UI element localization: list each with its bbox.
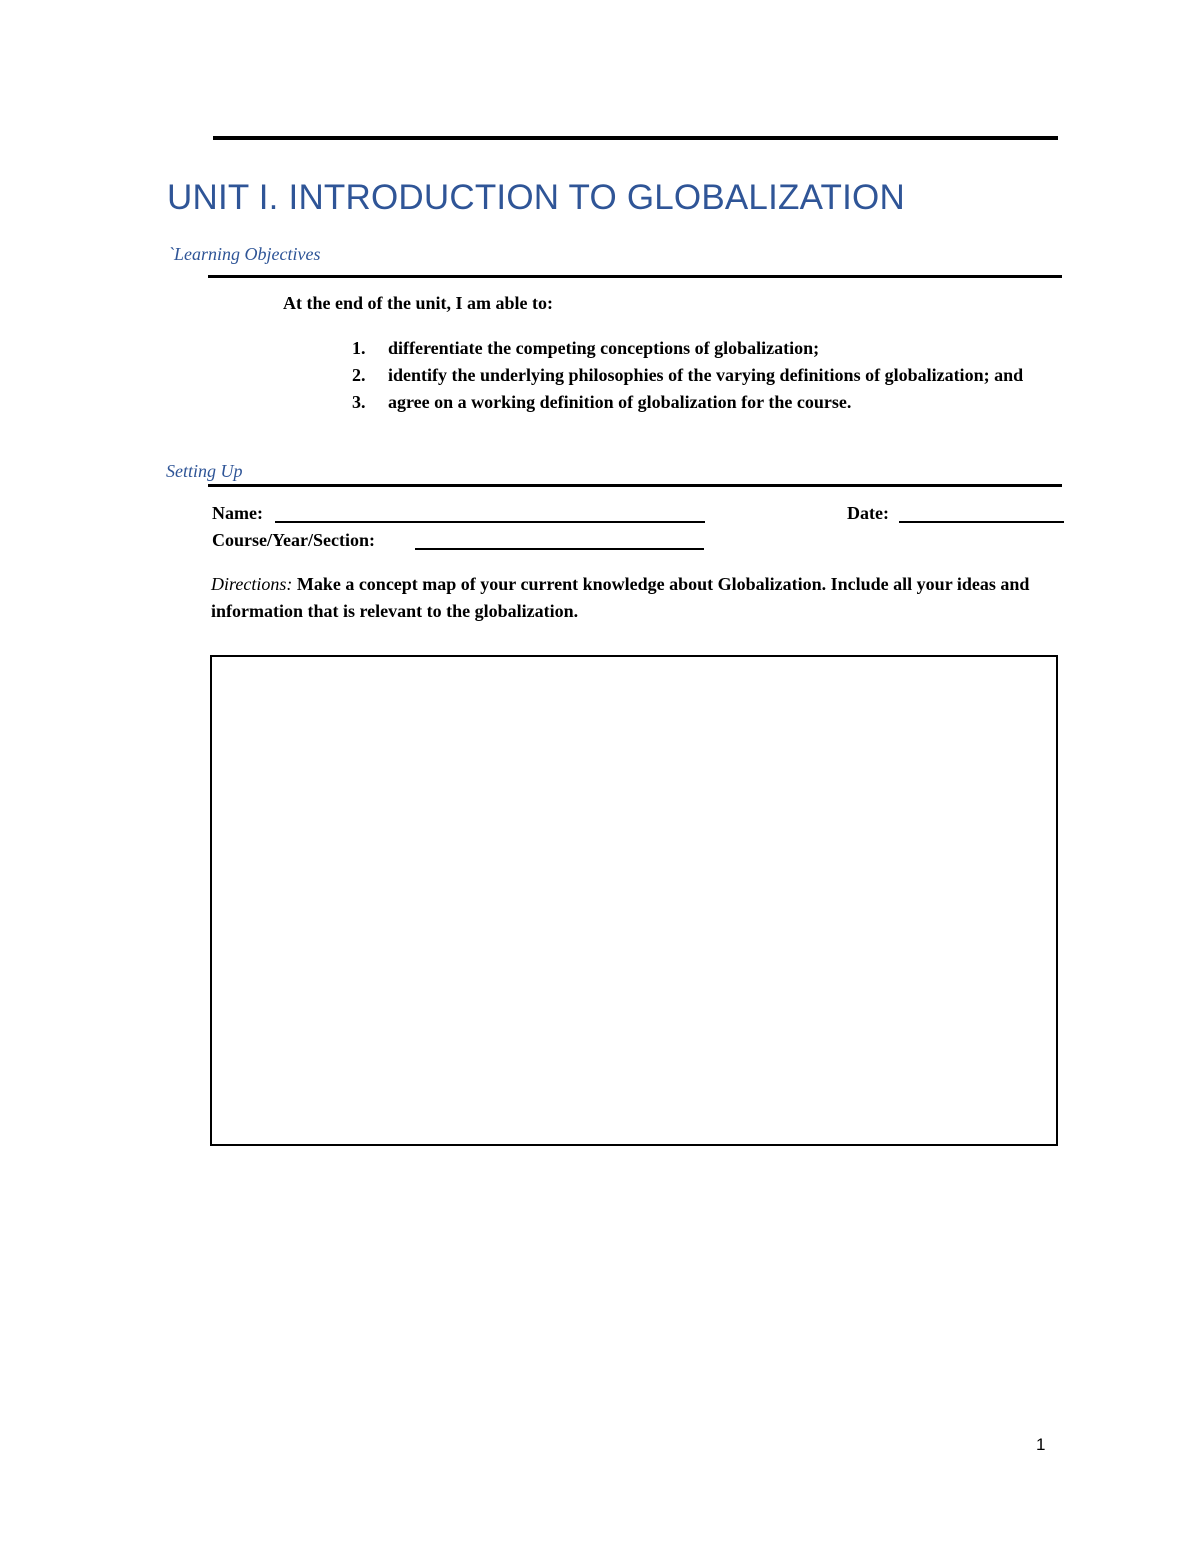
objectives-intro: At the end of the unit, I am able to: <box>283 293 553 313</box>
setting-up-heading: Setting Up <box>166 461 243 481</box>
top-rule <box>213 136 1058 140</box>
date-field[interactable] <box>899 521 1064 523</box>
list-item <box>352 335 1044 362</box>
list-item-text: agree on a working definition of globalization for the course. <box>388 392 852 412</box>
directions-text: Make a concept map of your current knowledge about Globalization. Include all your ideas and information that is relevant to the globalization. <box>211 574 1030 621</box>
list-item-number: 1. <box>352 338 366 358</box>
list-item-number: 2. <box>352 365 366 385</box>
list-item-text: differentiate the competing conceptions of globalization; <box>388 338 820 358</box>
course-year-section-field[interactable] <box>415 548 704 550</box>
list-item-number: 3. <box>352 392 366 412</box>
directions-label: Directions: <box>211 574 293 594</box>
date-label: Date: <box>847 503 889 523</box>
objectives-list <box>352 335 1044 416</box>
list-item <box>352 389 1044 416</box>
directions <box>211 571 1056 625</box>
name-label: Name: <box>212 503 263 523</box>
page-title: UNIT I. INTRODUCTION TO GLOBALIZATION <box>167 178 905 217</box>
course-year-section-label: Course/Year/Section: <box>212 530 375 550</box>
learning-objectives-rule <box>208 275 1062 278</box>
list-item-text: identify the underlying philosophies of the varying definitions of globalization; and <box>388 365 1024 385</box>
page-number: 1 <box>1036 1435 1046 1454</box>
setting-up-rule <box>208 484 1062 487</box>
learning-objectives-heading: `Learning Objectives <box>168 244 321 264</box>
concept-map-box[interactable] <box>210 655 1058 1146</box>
list-item <box>352 362 1044 389</box>
name-field[interactable] <box>275 521 705 523</box>
